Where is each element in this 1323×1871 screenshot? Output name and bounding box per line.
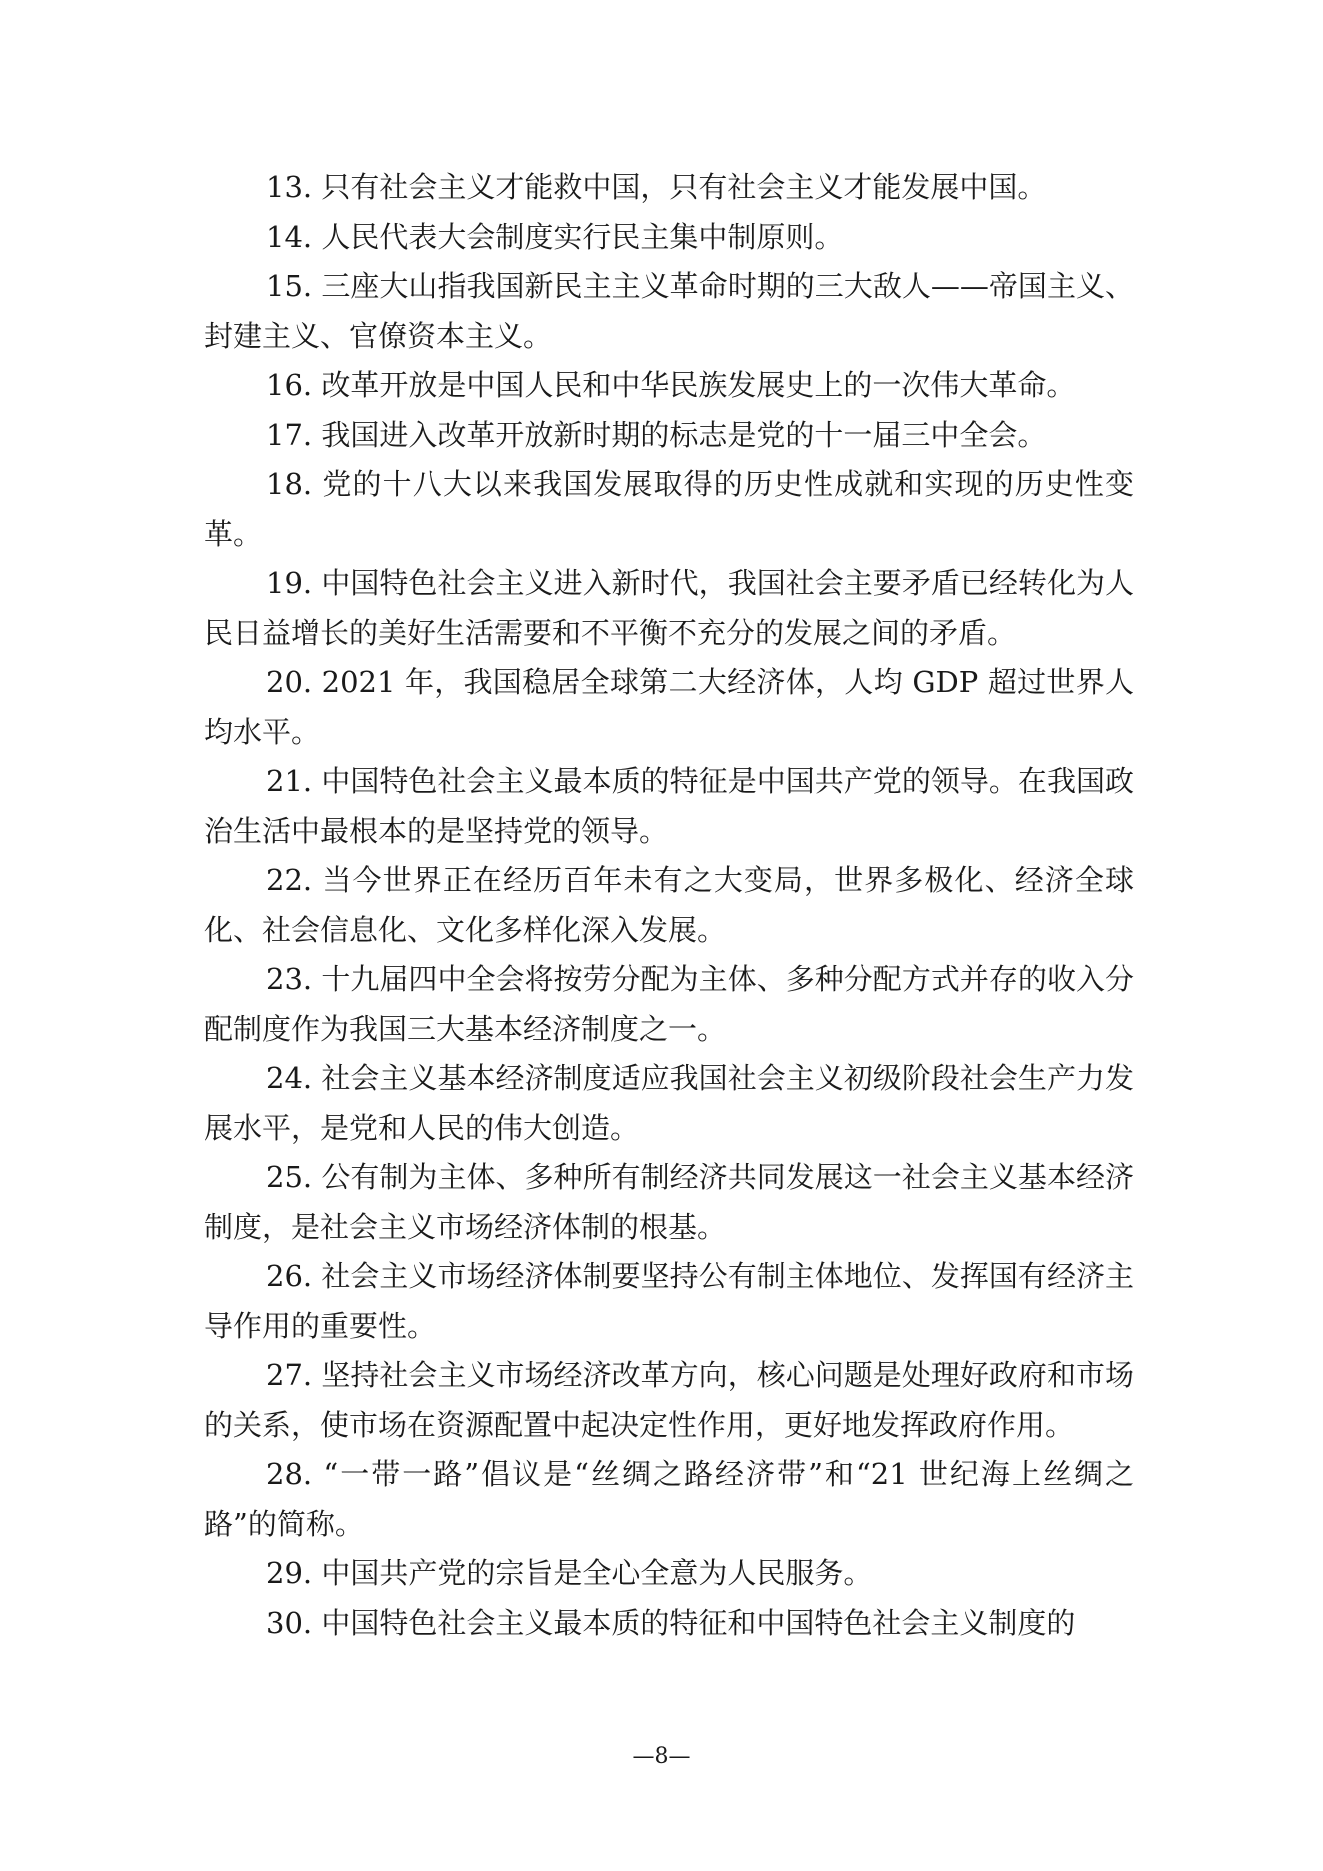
- paragraph-13: 13. 只有社会主义才能救中国，只有社会主义才能发展中国。: [266, 170, 1047, 204]
- paragraph-19: 19. 中国特色社会主义进入新时代，我国社会主要矛盾已经转化为人民日益增长的美好生活需要和不平衡不充分的发展之间的矛盾。: [204, 566, 1134, 650]
- paragraph-22: 22. 当今世界正在经历百年未有之大变局，世界多极化、经济全球化、社会信息化、文化多样化深入发展。: [204, 863, 1134, 947]
- paragraph-29: 29. 中国共产党的宗旨是全心全意为人民服务。: [266, 1556, 873, 1590]
- paragraph-27: 27. 坚持社会主义市场经济改革方向，核心问题是处理好政府和市场的关系，使市场在资源配置中起决定性作用，更好地发挥政府作用。: [204, 1358, 1134, 1442]
- paragraph-14: 14. 人民代表大会制度实行民主集中制原则。: [266, 219, 844, 254]
- paragraph-26: 26. 社会主义市场经济体制要坚持公有制主体地位、发挥国有经济主导作用的重要性。: [204, 1259, 1134, 1343]
- paragraph-28: 28. “一带一路”倡议是“丝绸之路经济带”和“21 世纪海上丝绸之路”的简称。: [204, 1457, 1134, 1541]
- paragraph-21: 21. 中国特色社会主义最本质的特征是中国共产党的领导。在我国政治生活中最根本的是坚持党的领导。: [204, 764, 1134, 848]
- paragraph-24: 24. 社会主义基本经济制度适应我国社会主义初级阶段社会生产力发展水平，是党和人民的伟大创造。: [204, 1061, 1134, 1145]
- paragraph-15: 15. 三座大山指我国新民主主义革命时期的三大敌人——帝国主义、封建主义、官僚资本主义。: [204, 269, 1134, 353]
- paragraph-17: 17. 我国进入改革开放新时期的标志是党的十一届三中全会。: [266, 417, 1047, 452]
- paragraph-18: 18. 党的十八大以来我国发展取得的历史性成就和实现的历史性变革。: [204, 467, 1134, 551]
- document-body: [204, 163, 1134, 1648]
- paragraph-20: 20. 2021 年，我国稳居全球第二大经济体，人均 GDP 超过世界人均水平。: [204, 665, 1134, 749]
- page-number: —8—: [632, 1744, 691, 1769]
- paragraph-30: 30. 中国特色社会主义最本质的特征和中国特色社会主义制度的: [266, 1605, 1076, 1640]
- paragraph-16: 16. 改革开放是中国人民和中华民族发展史上的一次伟大革命。: [266, 368, 1076, 402]
- paragraph-25: 25. 公有制为主体、多种所有制经济共同发展这一社会主义基本经济制度，是社会主义市场经济体制的根基。: [204, 1160, 1134, 1244]
- paragraph-23: 23. 十九届四中全会将按劳分配为主体、多种分配方式并存的收入分配制度作为我国三大基本经济制度之一。: [204, 962, 1134, 1046]
